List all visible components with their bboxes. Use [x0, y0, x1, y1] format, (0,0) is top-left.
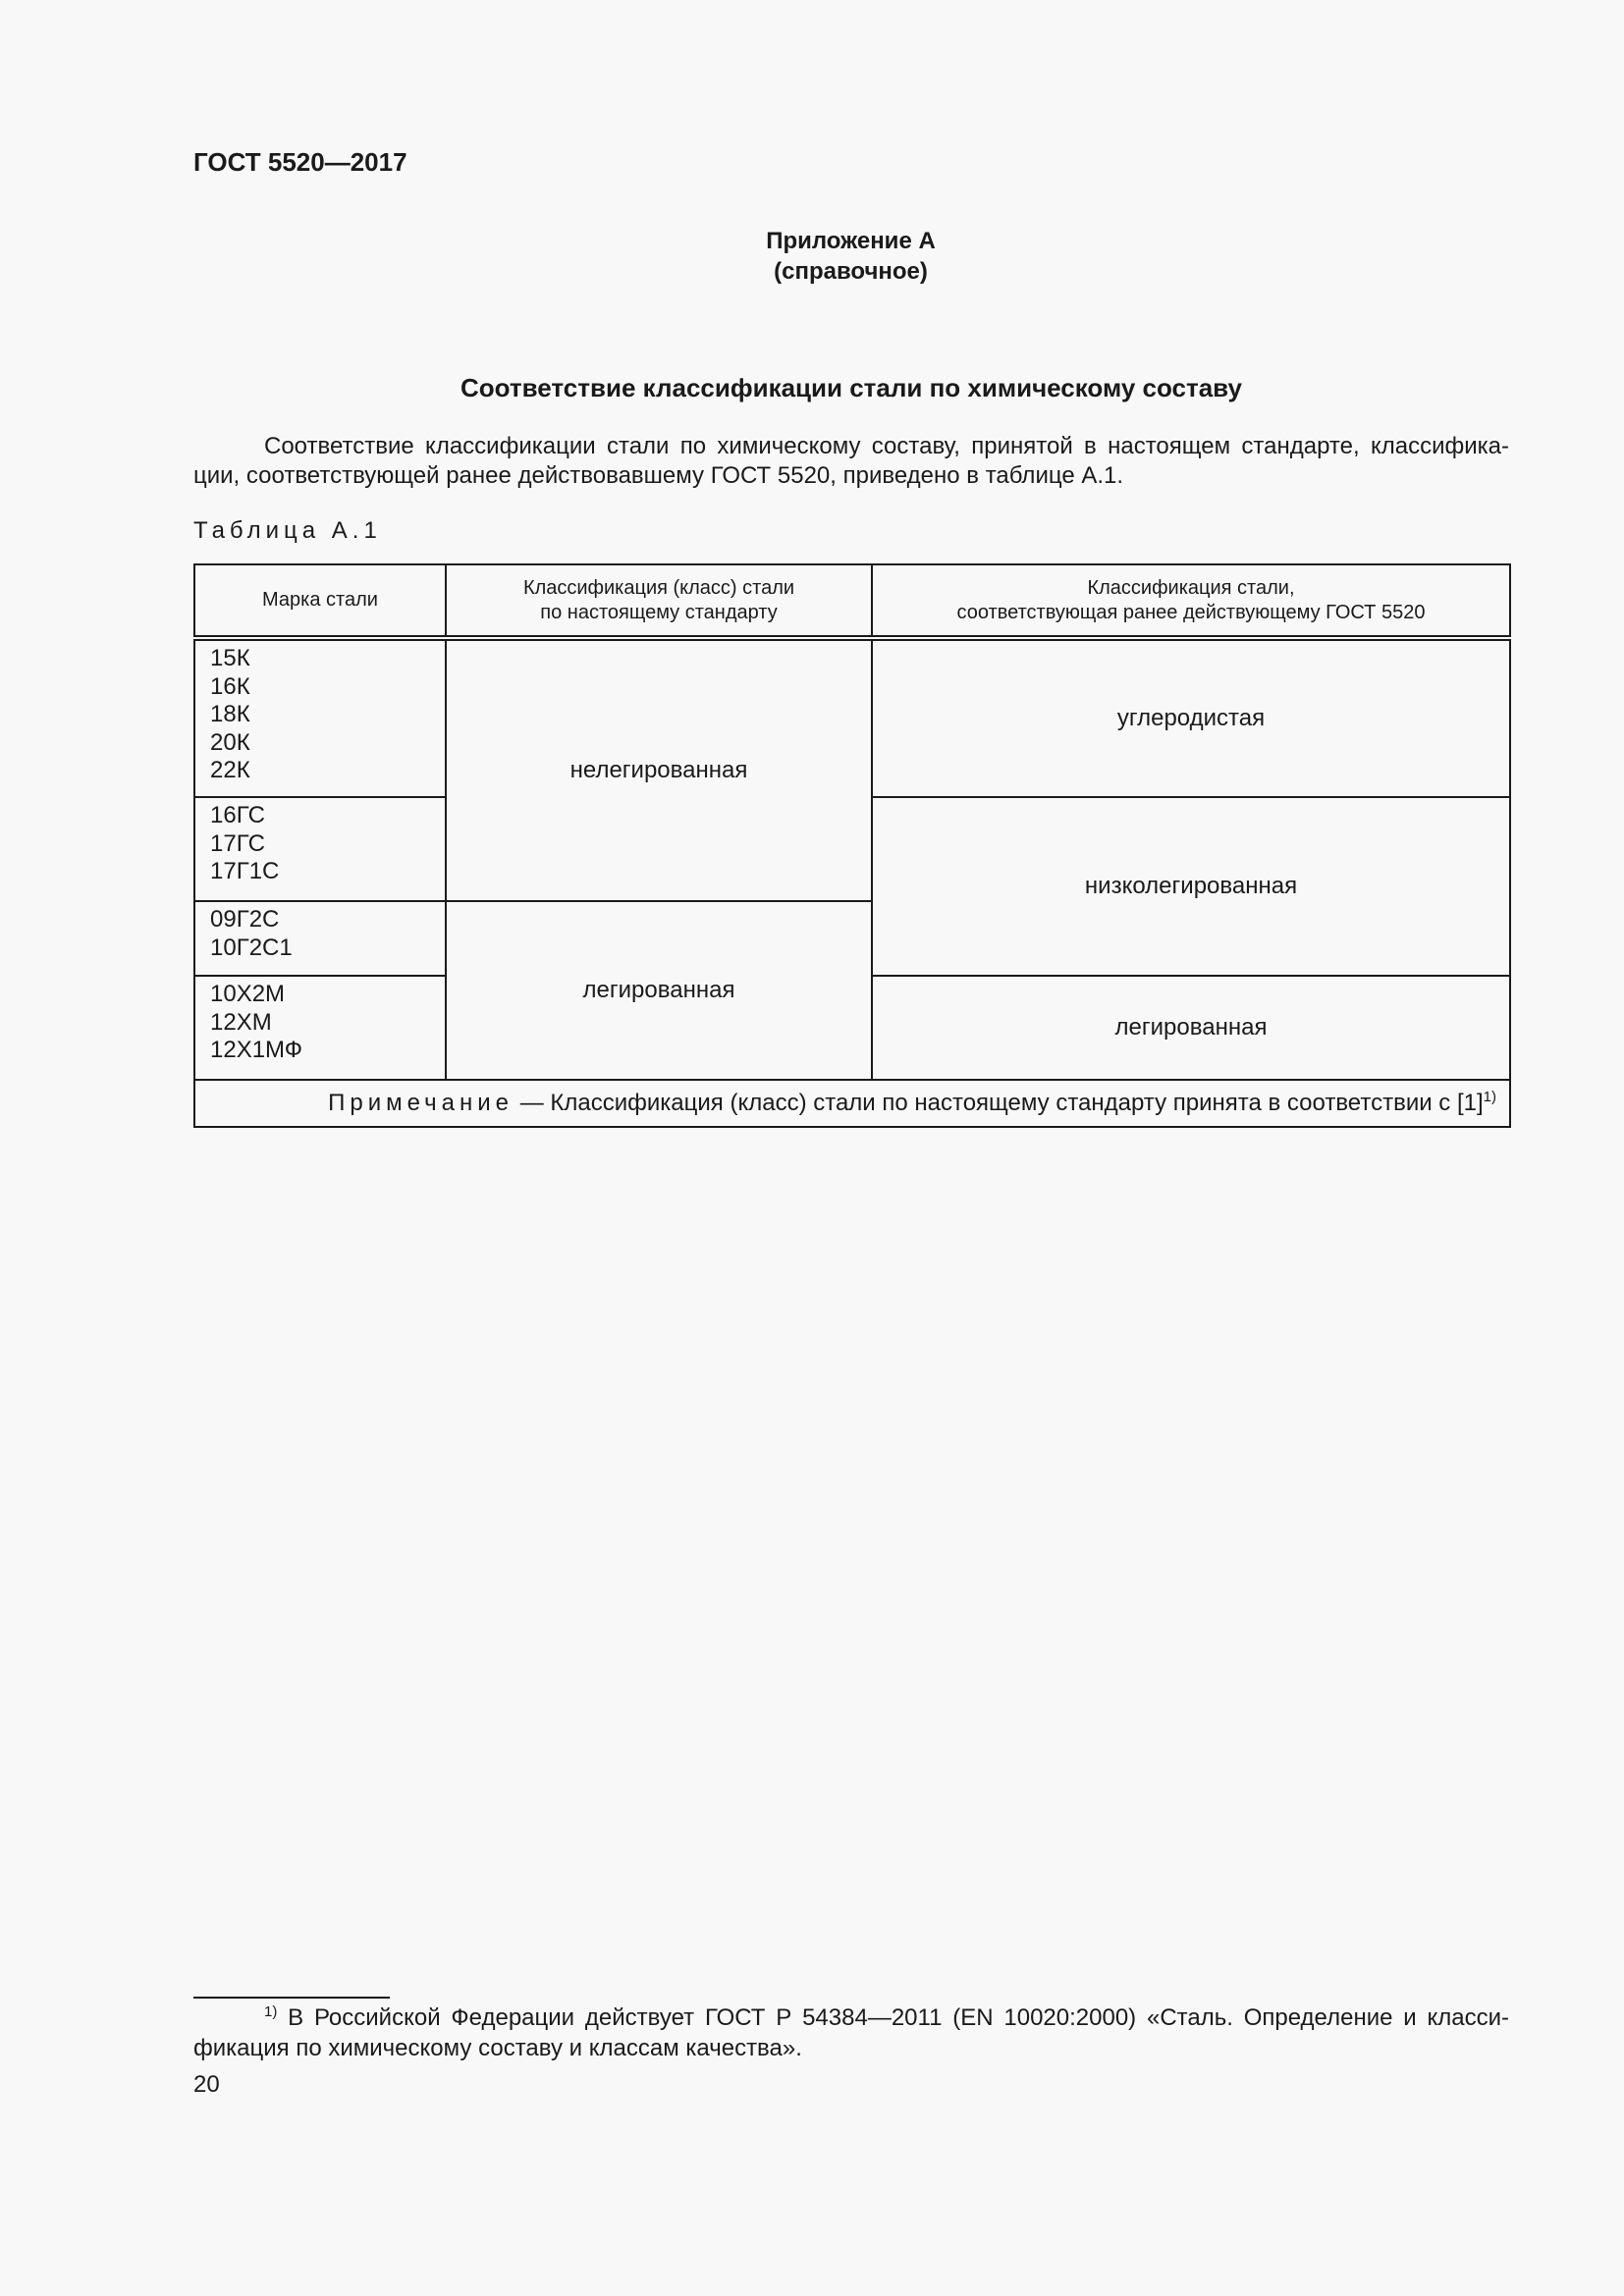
grade-group-1: 15К 16К 18К 20К 22К	[194, 638, 446, 797]
footnote-marker: 1)	[264, 2003, 278, 2020]
former-class-alloyed: легированная	[872, 976, 1510, 1080]
header-current-class: Классификация (класс) стали по настоящему стандарту	[446, 564, 872, 638]
former-class-low-alloy: низколегированная	[872, 797, 1510, 976]
note-label: Примечание	[328, 1090, 514, 1116]
table-note-row	[194, 1080, 1510, 1127]
grade-group-3: 09Г2С 10Г2С1	[194, 901, 446, 976]
appendix-kind: (справочное)	[774, 258, 928, 285]
header-grade: Марка стали	[194, 564, 446, 638]
grade-group-4: 10Х2М 12ХМ 12Х1МФ	[194, 976, 446, 1080]
footnote-line-1: В Российской Федерации действует ГОСТ Р 54384—2011 (EN 10020:2000) «Сталь. Определение и класси-	[277, 2004, 1509, 2031]
intro-paragraph	[193, 432, 1509, 491]
intro-line-2: ции, соответствующей ранее действовавшему ГОСТ 5520, приведено в таблице А.1.	[193, 462, 1124, 489]
former-class-carbon: углеродистая	[872, 638, 1510, 797]
note-text: — Классификация (класс) стали по настоящему стандарту принята в соответствии с [1]	[514, 1090, 1484, 1116]
current-class-alloyed: легированная	[446, 901, 872, 1080]
table-row	[194, 638, 1510, 797]
section-title: Соответствие классификации стали по химическому составу	[460, 373, 1242, 402]
footnote-divider	[193, 1997, 390, 1999]
intro-line-1: Соответствие классификации стали по химическому составу, принятой в настоящем стандарте, классифика-	[264, 433, 1509, 459]
note-footnote-marker: 1)	[1483, 1089, 1496, 1105]
table-note	[194, 1080, 1510, 1127]
table-header-row	[194, 564, 1510, 638]
footnote	[193, 2002, 1509, 2063]
classification-table	[193, 563, 1511, 1128]
grade-group-2: 16ГС 17ГС 17Г1С	[194, 797, 446, 901]
appendix-title: Приложение А	[766, 228, 936, 254]
page-number: 20	[193, 2071, 220, 2098]
footnote-line-2: фикация по химическому составу и классам качества».	[193, 2035, 802, 2061]
document-code: ГОСТ 5520—2017	[193, 147, 407, 177]
current-class-unalloyed: нелегированная	[446, 638, 872, 901]
header-former-class: Классификация стали, соответствующая ранее действующему ГОСТ 5520	[872, 564, 1510, 638]
table-caption: Таблица А.1	[193, 517, 382, 544]
